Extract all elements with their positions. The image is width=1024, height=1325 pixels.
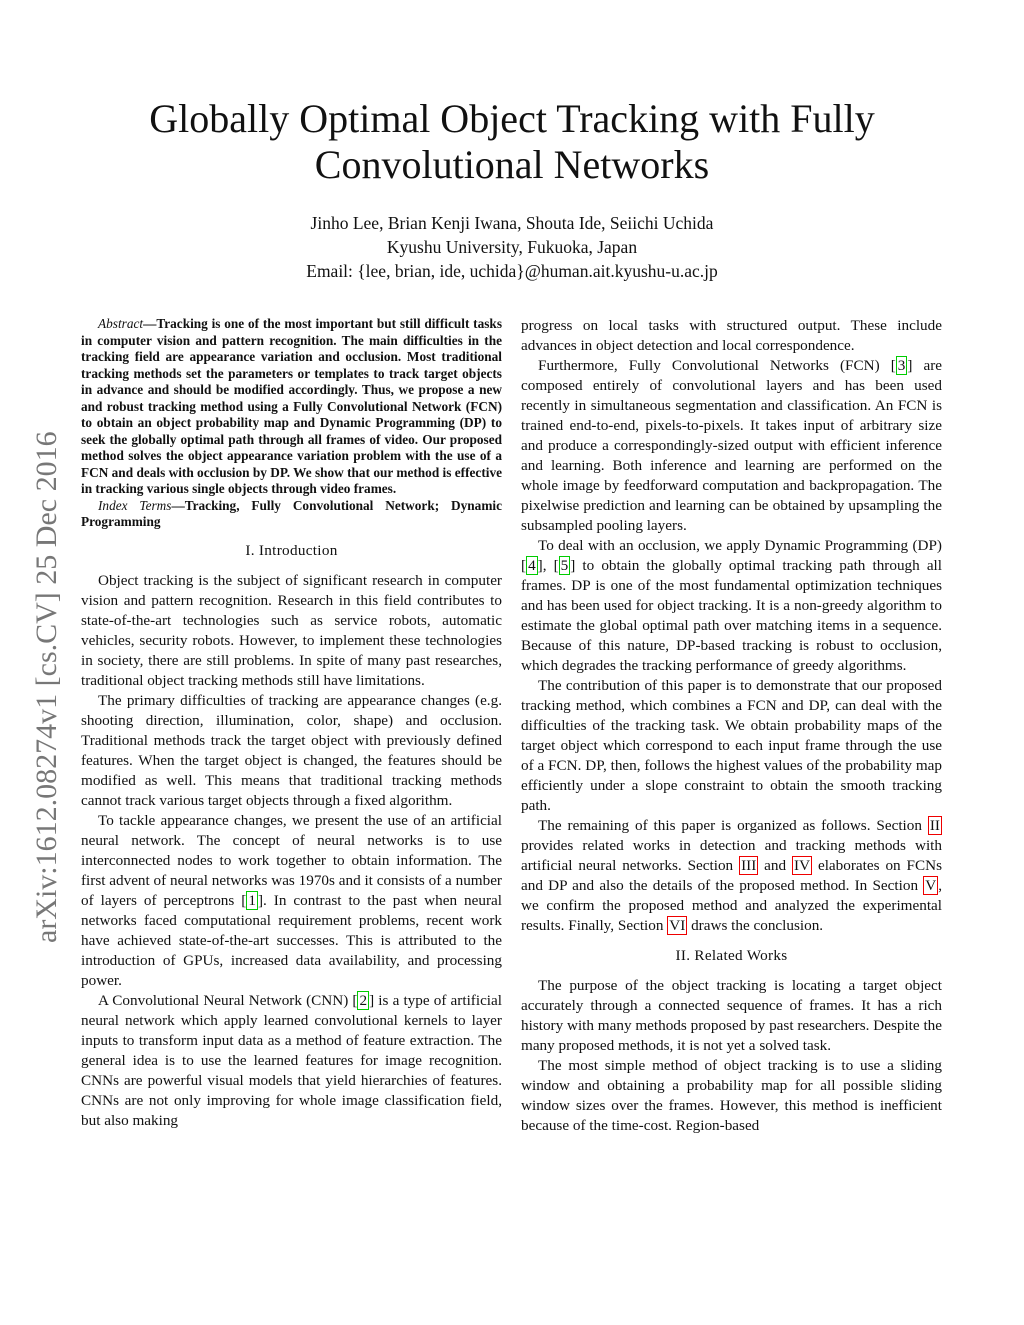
paragraph: The contribution of this paper is to demonstrate that our proposed tracking method, which combines a FCN and DP, can deal with the difficulties of the tracking task. We obtain probability maps of the target object which correspond to each input frame through the use of a FCN. DP, then, follows the highest values of the probability map efficiently under a slope constraint to obtain the smooth tracking path. xyxy=(521,677,942,814)
paragraph: Furthermore, Fully Convolutional Networks (FCN) [ 3 ] are composed entirely of convolutional layers and has been used recently in simultaneous segmentation and classification. An FCN is trained end-to-end, pixels-to-pixels. It takes input of arbitrary size and produce a correspondingly-sized output with efficient inference and learning. Both inference and learning are performed on the whole image by feedforward computation and backpropagation. The pixelwise prediction and learning can be obtained by upsampling the subsampled pooling layers. xyxy=(521,357,943,534)
section-heading-related-works: II. Related Works xyxy=(675,947,788,964)
citation-link[interactable]: 2 xyxy=(359,991,368,1009)
affiliation: Kyushu University, Fukuoka, Japan xyxy=(386,237,638,257)
paragraph: To tackle appearance changes, we present the use of an artificial neural network. The concept of neural networks is to use interconnected nodes to work together to obtain information. The first advent of neural networks was 1970s and it consists of a number of layers of perceptrons [ 1 ]. In contrast to the past when neural networks faced computational requirement problems, recent work have achieved state-of-the-art successes. This is attributed to the introduction of GPUs, increased data availability, and processing power. xyxy=(81,811,502,989)
paragraph: progress on local tasks with structured output. These include advances in object detection and local correspondence. xyxy=(521,317,942,354)
section-link[interactable]: VI xyxy=(669,917,686,934)
email: Email: {lee, brian, ide, uchida}@human.ait.kyushu-u.ac.jp xyxy=(306,261,718,281)
index-terms-label: Index Terms xyxy=(98,497,172,513)
paragraph: The most simple method of object tracking is to use a sliding window and obtaining a probability map for all possible sliding window sizes over the frames. However, this method is inefficient because of the time-cost. Region-based xyxy=(521,1057,942,1134)
section-link[interactable]: V xyxy=(925,877,937,894)
index-terms xyxy=(81,498,502,531)
citation-link[interactable]: 4 xyxy=(528,557,536,574)
paper-title xyxy=(0,96,1024,188)
paragraph: The purpose of the object tracking is locating a target object accurately through a connected sequence of frames. It has a rich history with many methods proposed by past researchers. Despite the many proposed methods, it is not yet a solved task. xyxy=(521,977,942,1054)
section-link[interactable]: II xyxy=(929,817,940,834)
citation-link[interactable]: 5 xyxy=(560,557,569,574)
right-column xyxy=(521,316,942,1136)
title-line-2: Convolutional Networks xyxy=(314,142,710,187)
abstract-label: Abstract xyxy=(98,316,144,331)
paragraph: To deal with an occlusion, we apply Dynamic Programming (DP) [ 4 ], [ 5 ] to obtain the globally optimal tracking path through all frames. DP is one of the most fundamental optimization techniques and has been used for object tracking. It is a non-greedy algorithm to estimate the global optimal path over matching items in a sequence. Because of this nature, DP-based tracking is robust to occlusion, which degrades the tracking performance of greedy algorithms. xyxy=(521,537,942,674)
left-column xyxy=(81,316,502,1131)
paragraph: A Convolutional Neural Network (CNN) [ 2 ] is a type of artificial neural network which apply learned convolutional kernels to layer inputs to transform input data as a method of feature extraction. The general idea is to use the learned features for image recognition. CNNs are powerful visual models that yield hierarchies of features. CNNs are not only improving for whole image classification field, but also making xyxy=(81,991,502,1129)
arxiv-stamp: arXiv:1612.08274v1 [cs.CV] 25 Dec 2016 xyxy=(30,431,63,943)
abstract xyxy=(81,316,502,498)
abstract-text: —Tracking is one of the most important but still difficult tasks in computer vision and pattern recognition. The main difficulties in the tracking field are appearance variation and occlusion. Most traditional tracking methods set the parameters or templates to track target objects in advance and should be modified accordingly. Thus, we propose a new and robust tracking method using a Fully Convolutional Network (FCN) to obtain an object probability map and Dynamic Programming (DP) to seek the globally optimal path through all frames of video. Our proposed method solves the object appearance variation problem with the use of a FCN and deals with occlusion by DP. We show that our method is effective in tracking various single objects through video frames. xyxy=(81,316,502,496)
authors: Jinho Lee, Brian Kenji Iwana, Shouta Ide, Seiichi Uchida xyxy=(310,213,714,233)
title-line-1: Globally Optimal Object Tracking with Fully xyxy=(149,96,875,141)
paragraph: The primary difficulties of tracking are appearance changes (e.g. shooting direction, illumination, color, shape) and occlusion. Traditional methods track the target object with previously defined features. When the target object is changed, the features should be modified as well. This means that traditional tracking methods cannot track various target objects through a fixed algorithm. xyxy=(81,691,502,809)
citation-link[interactable]: 1 xyxy=(248,891,256,909)
paragraph: Object tracking is the subject of significant research in computer vision and pattern recognition. Research in this field contributes to state-of-the-art technologies such as service robots, automatic vehicles, security robots. However, to implement these technologies in society, there are still problems. In spite of many past researches, traditional object tracking methods still have limitations. xyxy=(81,571,502,689)
citation-link[interactable]: 3 xyxy=(897,357,906,374)
section-heading-introduction: I. Introduction xyxy=(245,541,338,559)
paragraph: The remaining of this paper is organized as follows. Section II provides related works in detection and tracking methods with artificial neural networks. Section III and IV elaborates on FCNs and DP and also the details of the proposed method. In Section V , we confirm the proposed method and analyzed the experimental results. Finally, Section VI draws the conclusion. xyxy=(521,817,943,934)
index-terms-text: —Tracking, Fully Convolutional Network; Dynamic Programming xyxy=(81,497,502,529)
section-link[interactable]: III xyxy=(741,857,757,874)
author-block xyxy=(0,211,1024,283)
section-link[interactable]: IV xyxy=(794,857,811,874)
